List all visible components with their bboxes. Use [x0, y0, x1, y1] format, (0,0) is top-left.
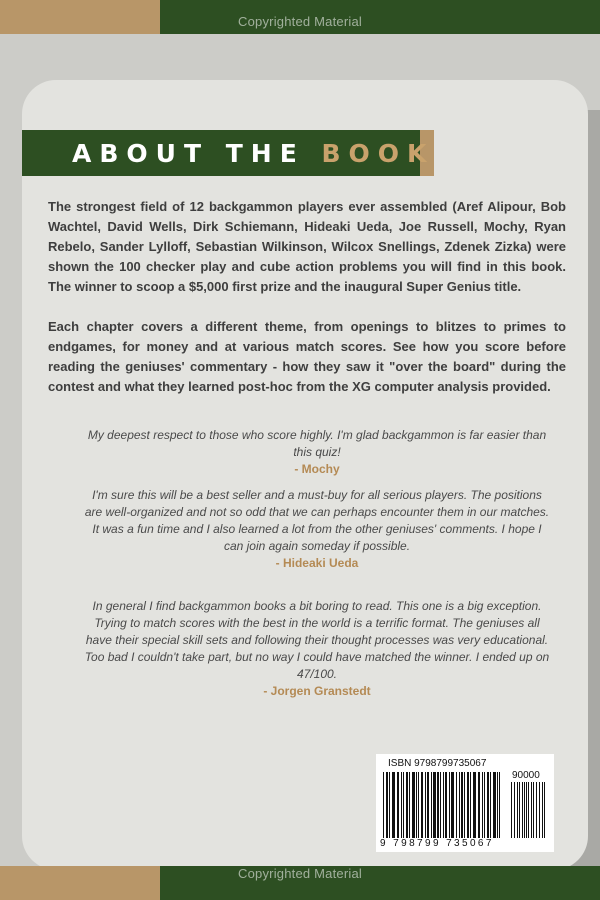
quote-1 — [82, 427, 552, 478]
barcode-bar — [437, 772, 439, 838]
isbn-label: ISBN 9798799735067 — [388, 758, 487, 769]
barcode-bar — [418, 772, 419, 838]
quote-author: - Mochy — [294, 462, 340, 476]
barcode-bar — [499, 772, 500, 838]
barcode-bar — [412, 772, 415, 838]
barcode-bar — [464, 772, 465, 838]
barcode-bar — [397, 772, 399, 838]
price-code: 90000 — [512, 770, 540, 781]
quote-author: - Jorgen Granstedt — [263, 684, 371, 698]
barcode-bar — [528, 782, 529, 838]
barcode-bar — [392, 772, 395, 838]
barcode-bar — [443, 772, 444, 838]
barcode-bar — [431, 772, 432, 838]
isbn-barcode — [376, 754, 554, 852]
quote-3 — [82, 598, 552, 700]
barcode-bar — [416, 772, 417, 838]
barcode-bar — [383, 772, 384, 838]
paragraph-1: The strongest field of 12 backgammon players ever assembled (Aref Alipour, Bob Wachtel, David Wells, Dirk Schiemann, Hideaki Ueda, Joe Russell, Mochy, Ryan Rebelo, Sander Lylloff, Sebastian Wilkinson, Wilcox Snellings, Zdenek Zizka) were shown the 100 checker play and cube action problems you will find in this book. The winner to scoop a $5,000 first prize and the inaugural Super Genius title. — [48, 199, 566, 294]
barcode-bar — [473, 772, 476, 838]
barcode-bar — [478, 772, 480, 838]
barcode-bar — [517, 782, 518, 838]
watermark-bottom: Copyrighted Material — [238, 866, 362, 881]
barcode-bar — [497, 772, 498, 838]
quote-2 — [82, 487, 552, 572]
heading-part-book: BOOK — [321, 139, 435, 168]
quote-author: - Hideaki Ueda — [275, 556, 359, 570]
barcode-bar — [449, 772, 450, 838]
barcode-bar — [456, 772, 457, 838]
barcode-bar — [490, 772, 491, 838]
barcode-bar — [487, 772, 489, 838]
barcode-bar — [526, 782, 527, 838]
barcode-bar — [425, 772, 426, 838]
section-heading — [72, 138, 434, 170]
barcode-bar — [544, 782, 545, 838]
barcode-bar — [451, 772, 454, 838]
barcode-bar — [401, 772, 402, 838]
barcode-bar — [461, 772, 463, 838]
barcode-bar — [403, 772, 404, 838]
barcode-bar — [531, 782, 532, 838]
barcode-bar — [409, 772, 410, 838]
barcode-bar — [484, 772, 485, 838]
barcode-bar — [511, 782, 512, 838]
barcode-bar — [445, 772, 447, 838]
barcode-bar — [536, 782, 537, 838]
barcode-bar — [459, 772, 460, 838]
barcode-bar — [519, 782, 520, 838]
isbn-digits: 9 798799 735067 — [380, 838, 494, 849]
heading-part-about-the: ABOUT THE — [72, 139, 322, 168]
quote-text: In general I find backgammon books a bit boring to read. This one is a big exception. Trying to match scores with the best in the world is a terrific format. The geniuses all have their special skill sets and following their thought processes was very educational. Too bad I couldn't take part, but no way I could have matched the winner. I ended up on 47/100. — [84, 599, 550, 681]
barcode-bar — [524, 782, 525, 838]
barcode-bar — [427, 772, 429, 838]
barcode-bar — [470, 772, 471, 838]
barcode-bar — [386, 772, 388, 838]
quote-text: I'm sure this will be a best seller and a must-buy for all serious players. The positions are well-organized and not so odd that we can perhaps encounter them in our matches. It was a fun time and I also learned a lot from the other geniuses' comments. I hope I can join again someday if possible. — [84, 488, 550, 553]
barcode-bar — [421, 772, 423, 838]
barcode-bar — [542, 782, 543, 838]
barcode-bar — [539, 782, 540, 838]
barcode-bar — [482, 772, 483, 838]
barcode-bar — [440, 772, 441, 838]
barcode-bar — [433, 772, 436, 838]
barcode-bar — [467, 772, 469, 838]
barcode-bar — [406, 772, 408, 838]
barcode-bar — [514, 782, 515, 838]
barcode-bars-addon — [510, 782, 548, 838]
watermark-top: Copyrighted Material — [238, 14, 362, 29]
barcode-bar — [493, 772, 496, 838]
barcode-bar — [533, 782, 534, 838]
barcode-bars-main — [382, 772, 504, 838]
quote-text: My deepest respect to those who score highly. I'm glad backgammon is far easier than this quiz! — [87, 428, 547, 459]
paragraph-2: Each chapter covers a different theme, from openings to blitzes to primes to endgames, for money and at various match scores. See how you score before reading the geniuses' commentary - how they saw it "over the board" during the contest and what they learned post-hoc from the XG computer analysis provided. — [48, 319, 566, 394]
barcode-bar — [389, 772, 390, 838]
barcode-bar — [522, 782, 523, 838]
